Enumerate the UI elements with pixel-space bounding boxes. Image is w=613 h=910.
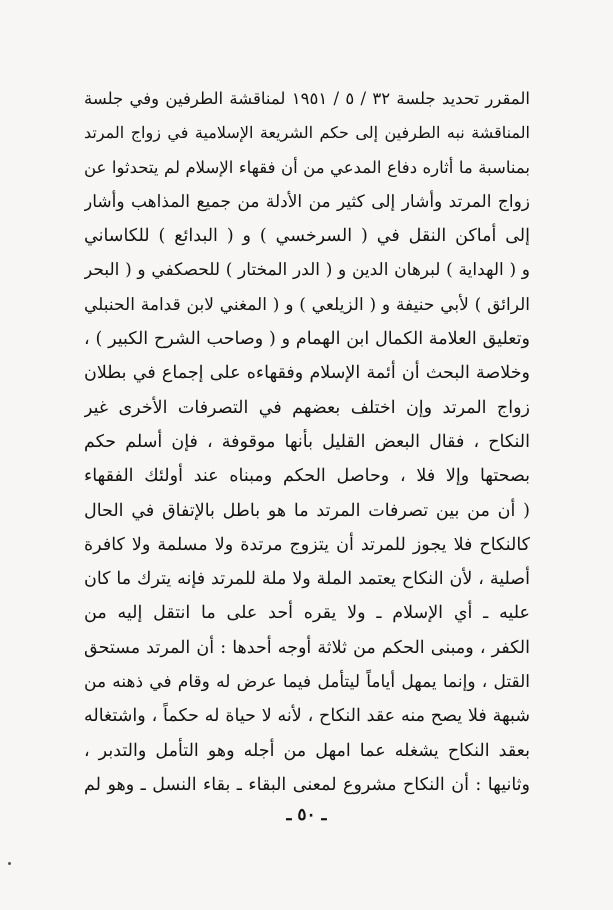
text-line: زواج المرتد وأشار إلى كثير من الأدلة من جميع المذاهب وأشار [84,191,530,212]
text-line: الكفر ، ومبنى الحكم من ثلاثة أوجه أحدها : أن المرتد مستحق [84,637,530,658]
text-line: أصلية ، لأن النكاح يعتمد الملة ولا ملة للمرتد فإنه يترك ما كان [84,569,530,590]
text-line: وتعليق العلامة الكمال ابن الهمام و ( وصاحب الشرح الكبير ) ، [84,329,530,350]
text-line: المناقشة نبه الطرفين إلى حكم الشريعة الإسلامية في زواج المرتد [84,123,530,143]
text-line: المقرر تحديد جلسة ٣٢ / ٥ / ١٩٥١ لمناقشة الطرفين وفي جلسة [84,89,530,108]
text-line: وثانيها : أن النكاح مشروع لمعنى البقاء ـ بقاء النسل ـ وهو لم [84,774,530,795]
text-line: القتل ، وإنما يمهل أياماً ليتأمل فيما عرض له وقام في ذهنه من [84,672,530,693]
text-line: و ( الهداية ) لبرهان الدين و ( الدر المختار ) للحصكفي و ( البحر [84,260,530,281]
page-number: ـ ٥٠ ـ [286,805,327,825]
text-line: عليه ـ أي الإسلام ـ ولا يقره أحد على ما انتقل إليه من [84,603,530,624]
body-text [84,82,530,802]
text-line: شبهة فلا يصح منه عقد النكاح ، لأنه لا حياة له حكماً ، واشتغاله [84,706,530,727]
text-line: إلى أماكن النقل في ( السرخسي ) و ( البدائع ) للكاساني [84,226,530,247]
text-line: ( أن من بين تصرفات المرتد ما هو باطل بالإتفاق في الحال [84,500,530,521]
text-line: بصحتها وإلا فلا ، وحاصل الحكم ومبناه عند أولئك الفقهاء [84,466,530,487]
text-line: وخلاصة البحث أن أئمة الإسلام وفقهاءه على إجماع في بطلان [84,363,530,384]
scan-speck [8,862,11,865]
text-line: بعقد النكاح يشغله عما امهل من أجله وهو التأمل والتدبر ، [84,740,530,761]
text-line: زواج المرتد وإن اختلف بعضهم في التصرفات الأخرى غير [84,397,530,418]
text-line: الرائق ) لأبي حنيفة و ( الزيلعي ) و ( المغني لابن قدامة الحنبلي [84,294,530,315]
text-line: بمناسبة ما أثاره دفاع المدعي من أن فقهاء الإسلام لم يتحدثوا عن [84,157,530,177]
text-line: النكاح ، فقال البعض القليل بأنها موقوفة ، فإن أسلم حكم [84,431,530,452]
text-line: كالنكاح فلا يجوز للمرتد أن يتزوج مرتدة ولا مسلمة ولا كافرة [84,534,530,555]
